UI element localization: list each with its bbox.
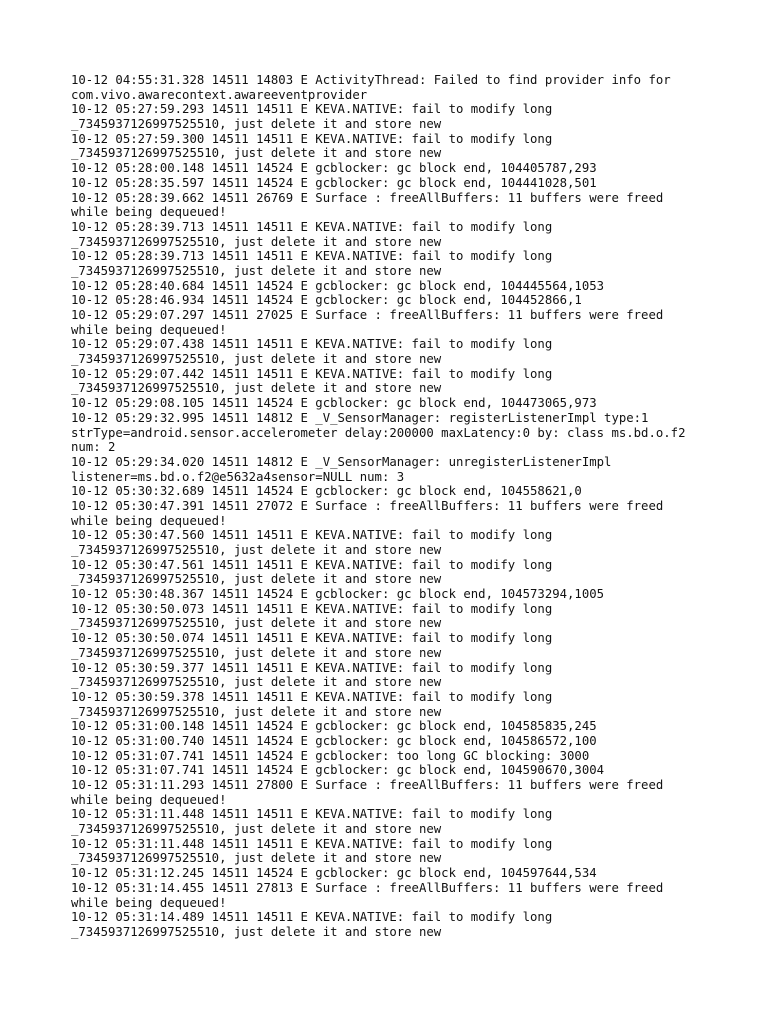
log-line: 10-12 05:28:39.713 14511 14511 E KEVA.NATIVE: fail to modify long (71, 219, 553, 234)
log-line: 10-12 05:30:47.560 14511 14511 E KEVA.NATIVE: fail to modify long (71, 528, 553, 543)
log-line: 10-12 05:29:07.442 14511 14511 E KEVA.NATIVE: fail to modify long (71, 366, 553, 381)
log-line: 10-12 05:27:59.300 14511 14511 E KEVA.NATIVE: fail to modify long (71, 131, 553, 146)
log-line: 10-12 05:30:32.689 14511 14524 E gcblocker: gc block end, 104558621,0 (71, 484, 582, 499)
log-line: 10-12 05:31:07.741 14511 14524 E gcblocker: gc block end, 104590670,3004 (71, 763, 605, 778)
log-line: 10-12 05:30:48.367 14511 14524 E gcblocker: gc block end, 104573294,1005 (71, 587, 605, 602)
log-line: num: 2 (71, 440, 116, 455)
log-line: 10-12 05:30:50.074 14511 14511 E KEVA.NATIVE: fail to modify long (71, 631, 553, 646)
log-line: 10-12 05:30:47.391 14511 27072 E Surface : freeAllBuffers: 11 buffers were freed (71, 498, 664, 513)
log-line: 10-12 05:31:07.741 14511 14524 E gcblocker: too long GC blocking: 3000 (71, 748, 590, 763)
log-line: 10-12 05:31:11.293 14511 27800 E Surface : freeAllBuffers: 11 buffers were freed (71, 778, 664, 792)
log-line: 10-12 05:31:11.448 14511 14511 E KEVA.NATIVE: fail to modify long (71, 807, 553, 822)
log-line: com.vivo.awarecontext.awareeventprovider (71, 87, 368, 102)
log-text-block (71, 73, 731, 940)
log-line: 10-12 05:28:00.148 14511 14524 E gcblocker: gc block end, 104405787,293 (71, 161, 597, 176)
log-line: _7345937126997525510, just delete it and store new (71, 572, 442, 587)
log-line: _7345937126997525510, just delete it and store new (71, 146, 442, 161)
log-line: 10-12 05:29:07.438 14511 14511 E KEVA.NATIVE: fail to modify long (71, 337, 553, 352)
log-line: 10-12 05:30:50.073 14511 14511 E KEVA.NATIVE: fail to modify long (71, 601, 553, 616)
log-line: 10-12 05:29:32.995 14511 14812 E _V_SensorManager: registerListenerImpl type:1 (71, 410, 649, 425)
log-line: while being dequeued! (71, 895, 227, 910)
log-line: while being dequeued! (71, 322, 227, 337)
log-line: 10-12 05:30:59.378 14511 14511 E KEVA.NATIVE: fail to modify long (71, 689, 553, 704)
log-line: 10-12 05:29:34.020 14511 14812 E _V_SensorManager: unregisterListenerImpl (71, 454, 612, 469)
log-line: 10-12 05:30:47.561 14511 14511 E KEVA.NATIVE: fail to modify long (71, 557, 553, 572)
log-line: 10-12 05:28:39.662 14511 26769 E Surface : freeAllBuffers: 11 buffers were freed (71, 190, 664, 205)
log-line: listener=ms.bd.o.f2@e5632a4sensor=NULL num: 3 (71, 469, 405, 484)
log-line: 10-12 05:31:00.740 14511 14524 E gcblocker: gc block end, 104586572,100 (71, 733, 597, 748)
log-line: 10-12 05:28:39.713 14511 14511 E KEVA.NATIVE: fail to modify long (71, 249, 553, 264)
log-line: _7345937126997525510, just delete it and store new (71, 381, 442, 396)
log-line: 10-12 05:31:14.455 14511 27813 E Surface : freeAllBuffers: 11 buffers were freed (71, 880, 664, 895)
log-line: 10-12 05:28:40.684 14511 14524 E gcblocker: gc block end, 104445564,1053 (71, 278, 605, 293)
log-line: _7345937126997525510, just delete it and store new (71, 263, 442, 278)
log-line: while being dequeued! (71, 513, 227, 528)
log-line: strType=android.sensor.accelerometer delay:200000 maxLatency:0 by: class ms.bd.o.f2 (71, 425, 686, 440)
log-line: _7345937126997525510, just delete it and store new (71, 234, 442, 249)
log-line: 10-12 05:29:07.297 14511 27025 E Surface : freeAllBuffers: 11 buffers were freed (71, 308, 664, 322)
log-line: while being dequeued! (71, 205, 227, 220)
log-line: _7345937126997525510, just delete it and store new (71, 822, 442, 837)
log-line: 10-12 05:28:46.934 14511 14524 E gcblocker: gc block end, 104452866,1 (71, 293, 582, 308)
log-line: 10-12 05:31:12.245 14511 14524 E gcblocker: gc block end, 104597644,534 (71, 866, 597, 881)
log-line: 10-12 05:28:35.597 14511 14524 E gcblocker: gc block end, 104441028,501 (71, 175, 597, 190)
log-line: _7345937126997525510, just delete it and store new (71, 704, 442, 719)
log-line: 10-12 05:30:59.377 14511 14511 E KEVA.NATIVE: fail to modify long (71, 660, 553, 675)
log-line: _7345937126997525510, just delete it and store new (71, 117, 442, 132)
log-line: _7345937126997525510, just delete it and store new (71, 616, 442, 631)
log-line: 10-12 04:55:31.328 14511 14803 E ActivityThread: Failed to find provider info for (71, 73, 671, 87)
log-line: 10-12 05:27:59.293 14511 14511 E KEVA.NATIVE: fail to modify long (71, 102, 553, 117)
log-line: _7345937126997525510, just delete it and store new (71, 851, 442, 866)
log-line: 10-12 05:29:08.105 14511 14524 E gcblocker: gc block end, 104473065,973 (71, 396, 597, 411)
log-line: _7345937126997525510, just delete it and store new (71, 645, 442, 660)
log-line: _7345937126997525510, just delete it and store new (71, 924, 442, 939)
log-line: 10-12 05:31:11.448 14511 14511 E KEVA.NATIVE: fail to modify long (71, 836, 553, 851)
log-line: 10-12 05:31:14.489 14511 14511 E KEVA.NATIVE: fail to modify long (71, 910, 553, 925)
log-line: _7345937126997525510, just delete it and store new (71, 675, 442, 690)
log-line: while being dequeued! (71, 792, 227, 807)
log-line: 10-12 05:31:00.148 14511 14524 E gcblocker: gc block end, 104585835,245 (71, 719, 597, 734)
log-line: _7345937126997525510, just delete it and store new (71, 543, 442, 557)
log-line: _7345937126997525510, just delete it and store new (71, 352, 442, 367)
